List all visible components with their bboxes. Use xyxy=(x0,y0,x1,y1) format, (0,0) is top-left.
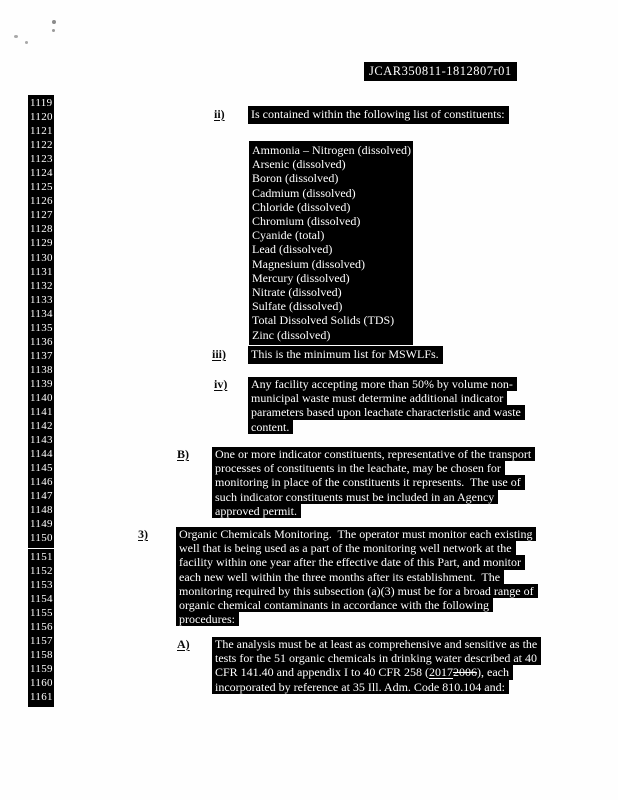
line-number: 1153 xyxy=(30,579,53,592)
line-number: 1158 xyxy=(30,649,53,662)
highlighted-line: such indicator constituents must be included in an Agency xyxy=(212,490,498,504)
line-number: 1120 xyxy=(30,111,53,124)
highlighted-line: procedures: xyxy=(176,612,239,626)
line-number: 1134 xyxy=(30,307,53,320)
line-number: 1128 xyxy=(30,223,53,236)
line-number: 1154 xyxy=(30,593,53,606)
line-number: 1135 xyxy=(30,321,53,334)
line-number: 1155 xyxy=(30,607,53,620)
highlighted-line: content. xyxy=(248,420,293,434)
line-number: 1142 xyxy=(30,420,53,433)
line-number: 1139 xyxy=(30,377,53,390)
line-number: 1129 xyxy=(30,237,53,250)
constituent-item: Total Dissolved Solids (TDS) xyxy=(252,313,395,328)
line-number: 1159 xyxy=(30,663,53,676)
constituent-item: Cadmium (dissolved) xyxy=(252,185,356,200)
highlighted-line: each new well within the three months after its establishment. The xyxy=(176,570,504,584)
line-number: 1140 xyxy=(30,391,53,404)
section-b-label: B) xyxy=(177,447,189,461)
line-number: 1122 xyxy=(30,139,53,152)
line-number: 1145 xyxy=(30,462,53,475)
constituent-list xyxy=(249,141,413,345)
line-number: 1125 xyxy=(30,181,53,194)
constituent-item: Arsenic (dissolved) xyxy=(252,157,346,172)
line-number: 1133 xyxy=(30,293,53,306)
line-number: 1126 xyxy=(30,195,53,208)
constituent-item: Lead (dissolved) xyxy=(252,242,333,257)
line-number: 1137 xyxy=(30,349,53,362)
line-number: 1132 xyxy=(30,279,53,292)
line-number: 1141 xyxy=(30,406,53,419)
line-number: 1156 xyxy=(30,621,53,634)
highlighted-line: municipal waste must determine additional indicator xyxy=(248,391,507,405)
line-number: 1161 xyxy=(30,691,53,704)
constituent-item: Sulfate (dissolved) xyxy=(252,299,343,314)
constituent-item: Cyanide (total) xyxy=(252,228,325,243)
scan-artifact xyxy=(52,29,55,32)
highlighted-line: tests for the 51 organic chemicals in drinking water described at 40 xyxy=(212,651,541,665)
line-number: 1152 xyxy=(30,565,53,578)
scan-artifact xyxy=(52,20,56,24)
constituent-item: Zinc (dissolved) xyxy=(252,327,331,342)
section-iii-text: This is the minimum list for MSWLFs. xyxy=(248,346,443,364)
section-ii-text: Is contained within the following list of constituents: xyxy=(248,106,509,124)
highlighted-line: One or more indicator constituents, representative of the transport xyxy=(212,447,535,461)
highlighted-line: The analysis must be at least as comprehensive and sensitive as the xyxy=(212,637,541,651)
constituent-item: Boron (dissolved) xyxy=(252,171,339,186)
section-3-label: 3) xyxy=(138,527,148,541)
highlighted-line: parameters based upon leachate characteristic and waste xyxy=(248,405,525,419)
section-3-text xyxy=(176,527,538,626)
highlighted-line: facility within one year after the effective date of this Part, and monitor xyxy=(176,555,525,569)
line-number: 1124 xyxy=(30,167,53,180)
constituent-item: Chloride (dissolved) xyxy=(252,199,351,214)
line-number: 1119 xyxy=(30,97,53,109)
line-number: 1148 xyxy=(30,504,53,517)
line-number: 1123 xyxy=(30,153,53,166)
line-number-column-lower xyxy=(28,549,54,707)
line-number: 1146 xyxy=(30,476,53,489)
line-number: 1151 xyxy=(30,551,53,563)
highlighted-line-redline xyxy=(212,665,513,679)
jcar-code: JCAR350811-1812807r01 xyxy=(364,62,517,81)
highlighted-line: Any facility accepting more than 50% by volume non- xyxy=(248,377,517,391)
line-number: 1157 xyxy=(30,635,53,648)
section-b-text xyxy=(212,447,535,518)
section-a-text xyxy=(212,637,541,694)
line-number: 1130 xyxy=(30,251,53,264)
inserted-text: 2017 xyxy=(429,665,454,680)
line-number-column-upper xyxy=(28,95,54,548)
highlighted-line: processes of constituents in the leachate, may be chosen for xyxy=(212,461,505,475)
scan-artifact xyxy=(25,41,28,44)
line-number: 1149 xyxy=(30,518,53,531)
constituent-item: Chromium (dissolved) xyxy=(252,214,361,229)
line-number: 1127 xyxy=(30,209,53,222)
section-iii-label: iii) xyxy=(212,347,226,361)
section-iv-text xyxy=(248,377,525,434)
constituent-item: Ammonia – Nitrogen (dissolved) xyxy=(252,143,411,157)
cfr-reference-text: CFR 141.40 and appendix I to 40 CFR 258 ( xyxy=(215,665,430,680)
constituent-item: Nitrate (dissolved) xyxy=(252,285,342,300)
highlighted-line: well that is being used as a part of the monitoring well network at the xyxy=(176,541,516,555)
highlighted-line: monitoring required by this subsection (a)(3) must be for a broad range of xyxy=(176,584,538,598)
section-a-label: A) xyxy=(177,637,190,651)
line-number: 1147 xyxy=(30,490,53,503)
highlighted-line: Organic Chemicals Monitoring. The operator must monitor each existing xyxy=(176,527,536,541)
line-number: 1143 xyxy=(30,434,53,447)
line-number: 1131 xyxy=(30,265,53,278)
scan-artifact xyxy=(14,35,18,38)
line-number: 1150 xyxy=(30,532,53,545)
highlighted-line: incorporated by reference at 35 Ill. Adm. Code 810.104 and: xyxy=(212,680,509,694)
section-ii-label: ii) xyxy=(214,107,225,121)
deleted-text: 2006 xyxy=(453,665,478,680)
highlighted-line: organic chemical contaminants in accordance with the following xyxy=(176,598,493,612)
cfr-reference-text: ), each xyxy=(477,665,509,680)
highlighted-line: approved permit. xyxy=(212,504,301,518)
constituent-item: Magnesium (dissolved) xyxy=(252,256,365,271)
line-number: 1144 xyxy=(30,448,53,461)
line-number: 1121 xyxy=(30,125,53,138)
highlighted-line: monitoring in place of the constituents it represents. The use of xyxy=(212,475,525,489)
line-number: 1138 xyxy=(30,363,53,376)
constituent-item: Mercury (dissolved) xyxy=(252,270,350,285)
line-number: 1136 xyxy=(30,335,53,348)
section-iv-label: iv) xyxy=(214,377,228,391)
line-number: 1160 xyxy=(30,677,53,690)
